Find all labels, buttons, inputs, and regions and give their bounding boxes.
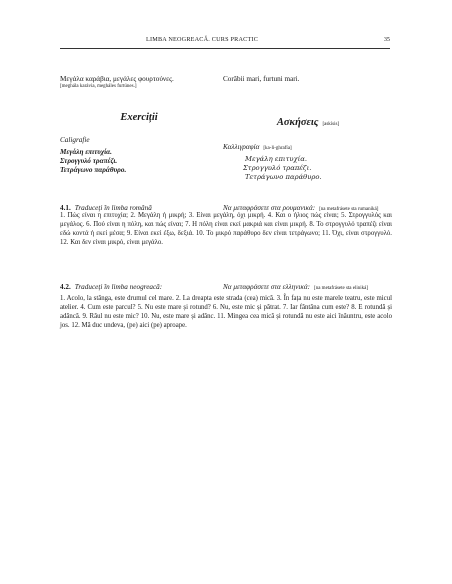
exercise2-instruction-gr: Να μεταφράσετε στα ελληνικά:: [223, 283, 311, 291]
section-title-ro: Exerciții: [120, 112, 158, 123]
exercise2-number: 4.2.: [60, 283, 71, 291]
calligraphy-line: Στρογγυλό τραπέζι.: [60, 157, 118, 165]
handwritten-line: Στρογγυλό τραπέζι.: [243, 164, 312, 173]
page-number: 35: [383, 36, 390, 43]
proverb-greek: Μεγάλα καράβια, μεγάλες φουρτούνες.: [60, 75, 174, 83]
exercise2-instruction-ro: Traduceți în limba neogreacă:: [74, 283, 163, 291]
proverb-romanian-block: [223, 75, 393, 84]
calligraphy-label-gr-translit: [ka-li-ghrafía]: [263, 146, 292, 151]
calligraphy-line: Μεγάλη επιτυχία.: [60, 148, 112, 156]
calligraphy-right: [223, 136, 393, 183]
exercise1-text: 1. Πώς είναι η επιτυχία; 2. Μεγάλη ή μικρή; 3. Είναι μεγάλη, όχι μικρή. 4. Και ο ήλιος πώς είναι; 5. Στρογγυλός και μεγάλος. 6. Πού είναι η πόλη, και πώς είναι; 7. Η πόλη είναι εκεί μακριά και είναι μικρή. 8. Το στρογγυλό τραπέζι είναι εδώ κοντά ή εκεί μέσα; 9. Είναι εκεί έξω, δεξιά. 10. Το μικρό παράθυρο δεν είναι τετράγωνο; 11. Όχι, είναι στρογγυλό. 12. Και δεν είναι μικρό, είναι μεγάλο.: [60, 212, 392, 247]
proverb-greek-block: [60, 75, 218, 90]
proverb-romanian: Corăbii mari, furtuni mari.: [223, 75, 300, 83]
exercise1-instruction-ro: Traduceți în limba română: [74, 204, 152, 212]
exercise1-number: 4.1.: [60, 204, 71, 212]
section-title-gr: Ασκήσεις: [276, 117, 319, 128]
running-title: LIMBA NEOGREACĂ. CURS PRACTIC: [146, 36, 259, 43]
exercise2-text: 1. Acolo, la stânga, este drumul cel mare. 2. La dreapta este strada (cea) mică. 3. În fața nu este marele teatru, este micul atelier. 4. Cum este parcul? 5. Nu este mare și rotund? 6. Nu, este mic și pătrat. 7. Iar fântâna cum este? 8. E rotundă și adâncă. 9. Râul nu este mic? 10. Nu, este mare și adânc. 11. Mingea cea mică și rotundă nu este aici înăuntru, este acolo jos. 12. Mă duc undeva, (pe) aici (pe) aproape.: [60, 295, 392, 330]
calligraphy-label-gr: Καλλιγραφία: [223, 143, 260, 151]
calligraphy-left: [60, 136, 218, 175]
running-header: [60, 36, 390, 49]
handwritten-line: Τετράγωνο παράθυρο.: [245, 173, 322, 182]
section-title-gr-translit: [askísis]: [322, 122, 340, 127]
handwritten-line: Μεγάλη επιτυχία.: [245, 155, 308, 163]
exercise1-instruction-gr-translit: [na metafrásete sta rumaniká]: [319, 207, 379, 212]
section-title-gr-block: [223, 112, 393, 130]
calligraphy-line: Τετράγωνο παράθυρο.: [60, 166, 127, 174]
calligraphy-label-gr-row: [223, 136, 393, 154]
exercise1-instruction-gr: Να μεταφράσετε στα ρουμανικά:: [223, 204, 316, 212]
proverb-transliteration: [meghála karávia, megháles furtúnes.]: [60, 84, 137, 89]
exercise2-heading-gr: [223, 276, 393, 294]
exercise2-heading-ro: [60, 276, 218, 294]
calligraphy-label-ro: Caligrafie: [60, 136, 90, 144]
exercise2-instruction-gr-translit: [na metafrásete sta eliniká]: [314, 286, 369, 291]
